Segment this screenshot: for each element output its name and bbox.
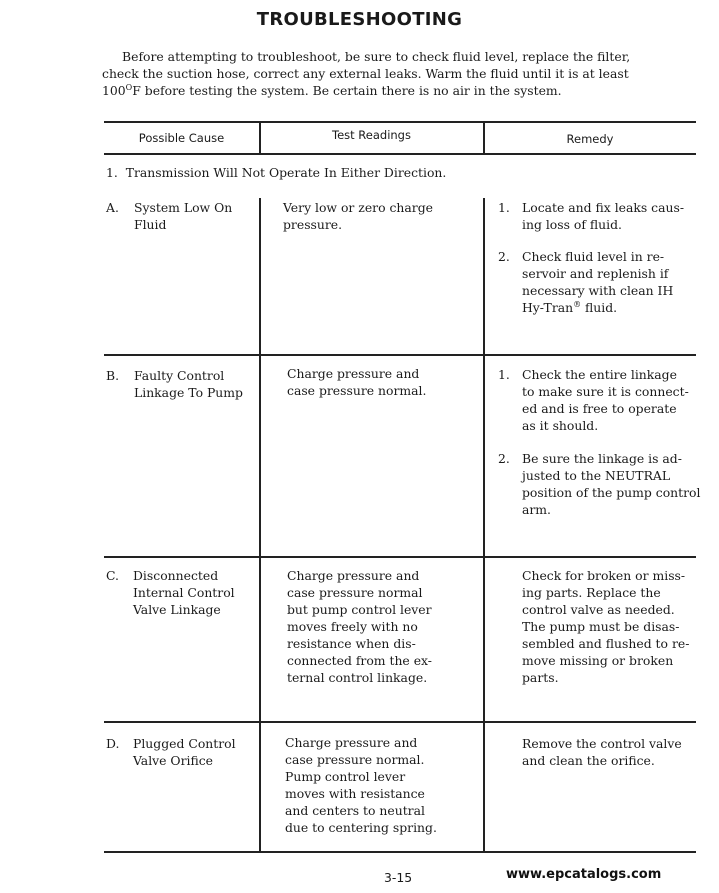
cause-line: Internal Control: [133, 585, 235, 600]
cause-line: Faulty Control: [134, 368, 225, 383]
header-possible-cause: Possible Cause: [138, 131, 225, 145]
cause-line: Disconnected: [133, 568, 219, 583]
readings-line: case pressure normal: [287, 585, 423, 600]
remedy-line: arm.: [522, 502, 551, 517]
readings-line: Charge pressure and: [285, 735, 418, 750]
row-letter: B.: [106, 368, 120, 383]
row-letter: C.: [106, 568, 119, 583]
remedy-line: Remove the control valve: [522, 736, 682, 751]
readings-line: ternal control linkage.: [287, 670, 428, 685]
remedy-number: 2.: [498, 451, 510, 466]
remedy-number: 1.: [498, 200, 510, 215]
intro-line-1: Before attempting to troubleshoot, be sure to check fluid level, replace the filter,: [122, 49, 631, 64]
row-rule-c: [104, 721, 696, 723]
cause-line: Linkage To Pump: [134, 385, 243, 400]
cause-line: Plugged Control: [133, 736, 236, 751]
section-text: Transmission Will Not Operate In Either Direction.: [125, 165, 447, 180]
remedy-line: ing loss of fluid.: [522, 217, 622, 232]
column-divider-1: [259, 198, 261, 853]
intro-line-3: [102, 82, 702, 99]
degree-mark: O: [125, 83, 133, 92]
row-letter: D.: [106, 736, 120, 751]
remedy-line: parts.: [522, 670, 559, 685]
remedy-line: Locate and fix leaks caus-: [522, 200, 685, 215]
remedy-line: and clean the orifice.: [522, 753, 655, 768]
remedy-text: [522, 450, 701, 518]
row-letter: A.: [106, 200, 119, 215]
brand-name: Hy-Tran: [522, 300, 574, 315]
temperature-unit: F: [132, 83, 141, 98]
table-header-rule: [104, 153, 696, 155]
remedy-text: [522, 567, 689, 686]
header-test-readings: Test Readings: [332, 128, 411, 142]
remedy-text: [522, 248, 673, 316]
column-divider-2: [483, 198, 485, 853]
page-title: TROUBLESHOOTING: [256, 9, 463, 30]
cause-cell: [133, 735, 236, 769]
readings-cell: [285, 734, 437, 836]
header-remedy: Remedy: [566, 132, 614, 146]
remedy-text: [522, 735, 682, 769]
remedy-line: Check fluid level in re-: [522, 249, 665, 264]
intro-paragraph: [102, 48, 702, 99]
row-rule-b: [104, 556, 696, 558]
readings-line: pressure.: [283, 217, 343, 232]
remedy-line: as it should.: [522, 418, 599, 433]
readings-line: Very low or zero charge: [283, 200, 433, 215]
readings-line: resistance when dis-: [287, 636, 416, 651]
readings-line: moves with resistance: [285, 786, 425, 801]
readings-line: connected from the ex-: [287, 653, 432, 668]
remedy-line: servoir and replenish if: [522, 266, 669, 281]
remedy-line: ed and is free to operate: [522, 401, 677, 416]
remedy-line: ing parts. Replace the: [522, 585, 661, 600]
readings-line: case pressure normal.: [285, 752, 425, 767]
remedy-number: 2.: [498, 249, 510, 264]
remedy-line: justed to the NEUTRAL: [522, 468, 671, 483]
readings-cell: [283, 199, 433, 233]
readings-cell: [287, 365, 426, 399]
remedy-line: to make sure it is connect-: [522, 384, 689, 399]
remedy-line: control valve as needed.: [522, 602, 675, 617]
remedy-line: The pump must be disas-: [522, 619, 680, 634]
remedy-text: [522, 199, 684, 233]
cause-line: System Low On: [134, 200, 233, 215]
watermark-url: www.epcatalogs.com: [506, 867, 662, 882]
readings-line: case pressure normal.: [287, 383, 427, 398]
section-number: 1.: [106, 165, 118, 180]
table-bottom-rule: [104, 851, 696, 853]
readings-line: due to centering spring.: [285, 820, 437, 835]
remedy-line: position of the pump control: [522, 485, 701, 500]
readings-cell: [287, 567, 432, 686]
remedy-line: Check for broken or miss-: [522, 568, 686, 583]
remedy-text: [522, 366, 689, 434]
remedy-line: Check the entire linkage: [522, 367, 677, 382]
remedy-line: Be sure the linkage is ad-: [522, 451, 682, 466]
remedy-line: sembled and flushed to re-: [522, 636, 690, 651]
section-title: [106, 165, 446, 180]
readings-line: and centers to neutral: [285, 803, 425, 818]
remedy-line: [522, 299, 673, 316]
remedy-line: necessary with clean IH: [522, 283, 674, 298]
row-rule-a: [104, 354, 696, 356]
readings-line: but pump control lever: [287, 602, 432, 617]
readings-line: Pump control lever: [285, 769, 406, 784]
remedy-number: 1.: [498, 367, 510, 382]
intro-line-2: check the suction hose, correct any external leaks. Warm the fluid until it is at least: [102, 66, 629, 81]
temperature-value: 100: [102, 83, 126, 98]
registered-mark: ®: [573, 300, 582, 309]
page-number: 3-15: [384, 870, 413, 885]
cause-line: Fluid: [134, 217, 167, 232]
remedy-line-tail: fluid.: [581, 300, 618, 315]
readings-line: Charge pressure and: [287, 366, 420, 381]
table-top-rule: [104, 121, 696, 123]
cause-cell: [133, 567, 235, 618]
intro-line-3-text: before testing the system. Be certain there is no air in the system.: [144, 83, 562, 98]
cause-cell: [134, 367, 243, 401]
cause-cell: [134, 199, 232, 233]
remedy-line: move missing or broken: [522, 653, 674, 668]
cause-line: Valve Orifice: [133, 753, 214, 768]
readings-line: moves freely with no: [287, 619, 418, 634]
readings-line: Charge pressure and: [287, 568, 420, 583]
cause-line: Valve Linkage: [133, 602, 221, 617]
